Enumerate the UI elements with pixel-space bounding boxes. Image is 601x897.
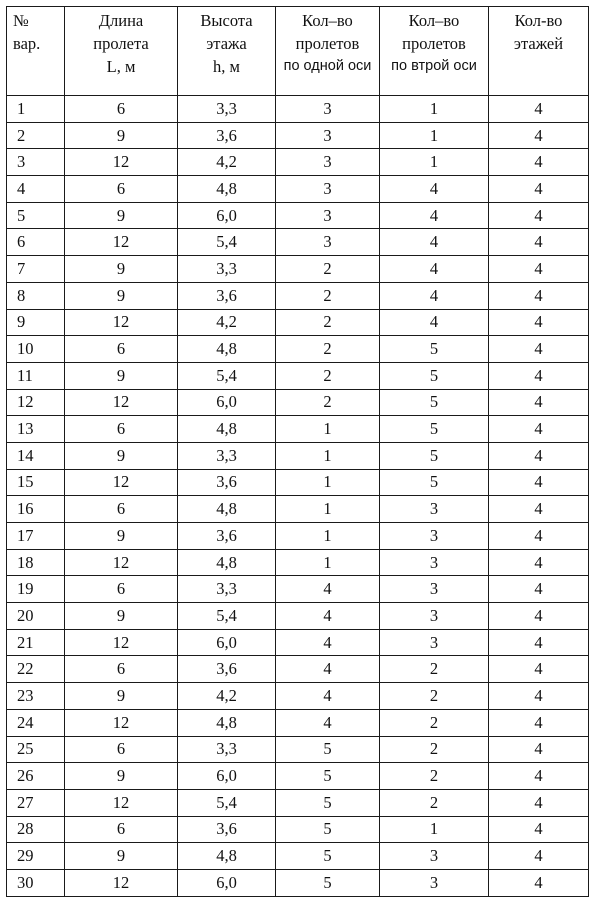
header-floor-count: Кол-во этажей bbox=[489, 7, 589, 96]
cell-floor-count: 4 bbox=[489, 523, 589, 550]
cell-floor-height: 3,6 bbox=[178, 122, 276, 149]
cell-floor-count: 4 bbox=[489, 416, 589, 443]
cell-spans-first-axis: 4 bbox=[276, 709, 380, 736]
cell-span-length: 12 bbox=[65, 469, 178, 496]
table-row bbox=[7, 656, 589, 683]
table-row bbox=[7, 683, 589, 710]
cell-variant-number: 28 bbox=[7, 816, 65, 843]
cell-spans-second-axis: 4 bbox=[380, 176, 489, 203]
cell-floor-count: 4 bbox=[489, 576, 589, 603]
cell-variant-number: 3 bbox=[7, 149, 65, 176]
cell-spans-first-axis: 3 bbox=[276, 176, 380, 203]
cell-floor-height: 3,6 bbox=[178, 282, 276, 309]
cell-spans-second-axis: 3 bbox=[380, 576, 489, 603]
cell-variant-number: 25 bbox=[7, 736, 65, 763]
cell-span-length: 9 bbox=[65, 603, 178, 630]
cell-span-length: 12 bbox=[65, 309, 178, 336]
cell-floor-count: 4 bbox=[489, 309, 589, 336]
cell-floor-count: 4 bbox=[489, 736, 589, 763]
cell-variant-number: 5 bbox=[7, 202, 65, 229]
cell-spans-second-axis: 4 bbox=[380, 256, 489, 283]
cell-spans-second-axis: 5 bbox=[380, 416, 489, 443]
cell-spans-first-axis: 4 bbox=[276, 576, 380, 603]
table-row bbox=[7, 149, 589, 176]
cell-variant-number: 10 bbox=[7, 336, 65, 363]
cell-span-length: 6 bbox=[65, 496, 178, 523]
cell-spans-first-axis: 5 bbox=[276, 816, 380, 843]
cell-spans-second-axis: 5 bbox=[380, 362, 489, 389]
cell-variant-number: 24 bbox=[7, 709, 65, 736]
cell-floor-height: 3,3 bbox=[178, 256, 276, 283]
cell-floor-count: 4 bbox=[489, 336, 589, 363]
cell-span-length: 6 bbox=[65, 816, 178, 843]
cell-floor-height: 6,0 bbox=[178, 629, 276, 656]
cell-variant-number: 23 bbox=[7, 683, 65, 710]
cell-floor-height: 4,8 bbox=[178, 416, 276, 443]
cell-span-length: 9 bbox=[65, 442, 178, 469]
cell-floor-count: 4 bbox=[489, 683, 589, 710]
cell-span-length: 12 bbox=[65, 549, 178, 576]
cell-spans-first-axis: 1 bbox=[276, 442, 380, 469]
cell-spans-second-axis: 2 bbox=[380, 789, 489, 816]
cell-floor-height: 3,3 bbox=[178, 736, 276, 763]
cell-span-length: 6 bbox=[65, 336, 178, 363]
cell-floor-height: 5,4 bbox=[178, 603, 276, 630]
cell-span-length: 9 bbox=[65, 202, 178, 229]
cell-spans-second-axis: 1 bbox=[380, 96, 489, 123]
cell-variant-number: 17 bbox=[7, 523, 65, 550]
cell-floor-count: 4 bbox=[489, 256, 589, 283]
cell-floor-height: 5,4 bbox=[178, 789, 276, 816]
cell-floor-count: 4 bbox=[489, 282, 589, 309]
cell-span-length: 9 bbox=[65, 122, 178, 149]
cell-span-length: 9 bbox=[65, 763, 178, 790]
cell-floor-count: 4 bbox=[489, 603, 589, 630]
table-row bbox=[7, 789, 589, 816]
cell-variant-number: 21 bbox=[7, 629, 65, 656]
table-row bbox=[7, 229, 589, 256]
cell-variant-number: 8 bbox=[7, 282, 65, 309]
cell-span-length: 9 bbox=[65, 683, 178, 710]
cell-span-length: 12 bbox=[65, 229, 178, 256]
cell-floor-count: 4 bbox=[489, 496, 589, 523]
cell-spans-second-axis: 3 bbox=[380, 496, 489, 523]
table-row bbox=[7, 469, 589, 496]
cell-floor-height: 3,3 bbox=[178, 96, 276, 123]
table-row bbox=[7, 816, 589, 843]
cell-variant-number: 15 bbox=[7, 469, 65, 496]
cell-variant-number: 4 bbox=[7, 176, 65, 203]
cell-spans-first-axis: 1 bbox=[276, 523, 380, 550]
cell-floor-height: 6,0 bbox=[178, 869, 276, 896]
cell-floor-height: 5,4 bbox=[178, 229, 276, 256]
variants-table bbox=[6, 6, 589, 897]
cell-spans-first-axis: 2 bbox=[276, 309, 380, 336]
cell-floor-height: 4,8 bbox=[178, 176, 276, 203]
header-spans-first-axis: Кол–во пролетов по одной оси bbox=[276, 7, 380, 96]
cell-variant-number: 11 bbox=[7, 362, 65, 389]
cell-variant-number: 12 bbox=[7, 389, 65, 416]
cell-spans-second-axis: 3 bbox=[380, 869, 489, 896]
table-row bbox=[7, 362, 589, 389]
cell-spans-first-axis: 2 bbox=[276, 336, 380, 363]
cell-spans-first-axis: 5 bbox=[276, 869, 380, 896]
cell-spans-second-axis: 1 bbox=[380, 122, 489, 149]
cell-spans-first-axis: 1 bbox=[276, 549, 380, 576]
cell-floor-count: 4 bbox=[489, 763, 589, 790]
cell-spans-first-axis: 3 bbox=[276, 149, 380, 176]
cell-span-length: 12 bbox=[65, 389, 178, 416]
cell-spans-first-axis: 2 bbox=[276, 389, 380, 416]
cell-spans-first-axis: 3 bbox=[276, 229, 380, 256]
cell-floor-count: 4 bbox=[489, 789, 589, 816]
cell-floor-height: 4,2 bbox=[178, 149, 276, 176]
cell-variant-number: 26 bbox=[7, 763, 65, 790]
cell-spans-second-axis: 2 bbox=[380, 683, 489, 710]
cell-spans-second-axis: 4 bbox=[380, 229, 489, 256]
table-row bbox=[7, 256, 589, 283]
cell-variant-number: 13 bbox=[7, 416, 65, 443]
cell-variant-number: 29 bbox=[7, 843, 65, 870]
cell-variant-number: 22 bbox=[7, 656, 65, 683]
cell-spans-second-axis: 2 bbox=[380, 709, 489, 736]
table-row bbox=[7, 202, 589, 229]
header-span-length: Длина пролета L, м bbox=[65, 7, 178, 96]
cell-spans-second-axis: 5 bbox=[380, 442, 489, 469]
cell-floor-height: 4,8 bbox=[178, 709, 276, 736]
cell-span-length: 12 bbox=[65, 709, 178, 736]
table-row bbox=[7, 736, 589, 763]
cell-spans-second-axis: 1 bbox=[380, 816, 489, 843]
cell-floor-height: 5,4 bbox=[178, 362, 276, 389]
cell-variant-number: 7 bbox=[7, 256, 65, 283]
cell-spans-second-axis: 4 bbox=[380, 282, 489, 309]
cell-variant-number: 6 bbox=[7, 229, 65, 256]
cell-span-length: 9 bbox=[65, 282, 178, 309]
cell-floor-count: 4 bbox=[489, 549, 589, 576]
cell-floor-count: 4 bbox=[489, 122, 589, 149]
cell-floor-count: 4 bbox=[489, 816, 589, 843]
cell-floor-height: 4,8 bbox=[178, 843, 276, 870]
cell-span-length: 6 bbox=[65, 736, 178, 763]
cell-spans-second-axis: 3 bbox=[380, 549, 489, 576]
cell-spans-first-axis: 3 bbox=[276, 96, 380, 123]
cell-span-length: 9 bbox=[65, 362, 178, 389]
cell-variant-number: 19 bbox=[7, 576, 65, 603]
table-row bbox=[7, 282, 589, 309]
cell-spans-second-axis: 3 bbox=[380, 629, 489, 656]
cell-spans-second-axis: 5 bbox=[380, 389, 489, 416]
cell-span-length: 6 bbox=[65, 96, 178, 123]
table-row bbox=[7, 336, 589, 363]
cell-spans-first-axis: 1 bbox=[276, 496, 380, 523]
cell-variant-number: 20 bbox=[7, 603, 65, 630]
cell-spans-first-axis: 5 bbox=[276, 843, 380, 870]
cell-variant-number: 14 bbox=[7, 442, 65, 469]
cell-floor-count: 4 bbox=[489, 362, 589, 389]
cell-variant-number: 9 bbox=[7, 309, 65, 336]
cell-floor-height: 6,0 bbox=[178, 389, 276, 416]
cell-spans-first-axis: 3 bbox=[276, 122, 380, 149]
cell-floor-height: 4,8 bbox=[178, 496, 276, 523]
cell-floor-height: 3,6 bbox=[178, 816, 276, 843]
cell-span-length: 6 bbox=[65, 176, 178, 203]
cell-floor-height: 4,2 bbox=[178, 309, 276, 336]
cell-floor-height: 3,6 bbox=[178, 523, 276, 550]
table-row bbox=[7, 549, 589, 576]
cell-spans-first-axis: 4 bbox=[276, 603, 380, 630]
cell-variant-number: 16 bbox=[7, 496, 65, 523]
cell-span-length: 6 bbox=[65, 656, 178, 683]
cell-floor-count: 4 bbox=[489, 176, 589, 203]
cell-spans-second-axis: 2 bbox=[380, 656, 489, 683]
table-row bbox=[7, 629, 589, 656]
cell-spans-first-axis: 2 bbox=[276, 362, 380, 389]
cell-spans-first-axis: 2 bbox=[276, 282, 380, 309]
cell-span-length: 9 bbox=[65, 843, 178, 870]
cell-spans-second-axis: 4 bbox=[380, 202, 489, 229]
table-row bbox=[7, 176, 589, 203]
cell-floor-count: 4 bbox=[489, 709, 589, 736]
cell-spans-first-axis: 1 bbox=[276, 469, 380, 496]
cell-span-length: 9 bbox=[65, 523, 178, 550]
cell-spans-second-axis: 3 bbox=[380, 523, 489, 550]
cell-floor-height: 6,0 bbox=[178, 202, 276, 229]
table-row bbox=[7, 869, 589, 896]
header-floor-height: Высота этажа h, м bbox=[178, 7, 276, 96]
cell-spans-second-axis: 3 bbox=[380, 843, 489, 870]
cell-spans-second-axis: 1 bbox=[380, 149, 489, 176]
cell-floor-count: 4 bbox=[489, 442, 589, 469]
cell-spans-first-axis: 2 bbox=[276, 256, 380, 283]
cell-span-length: 6 bbox=[65, 416, 178, 443]
cell-spans-second-axis: 5 bbox=[380, 336, 489, 363]
table-row bbox=[7, 309, 589, 336]
table-row bbox=[7, 709, 589, 736]
cell-floor-height: 6,0 bbox=[178, 763, 276, 790]
cell-span-length: 12 bbox=[65, 149, 178, 176]
cell-spans-second-axis: 2 bbox=[380, 736, 489, 763]
cell-variant-number: 1 bbox=[7, 96, 65, 123]
cell-span-length: 12 bbox=[65, 789, 178, 816]
cell-spans-first-axis: 4 bbox=[276, 629, 380, 656]
table-row bbox=[7, 496, 589, 523]
cell-floor-count: 4 bbox=[489, 229, 589, 256]
cell-floor-count: 4 bbox=[489, 149, 589, 176]
cell-floor-count: 4 bbox=[489, 389, 589, 416]
table-row bbox=[7, 389, 589, 416]
cell-variant-number: 30 bbox=[7, 869, 65, 896]
cell-floor-height: 3,6 bbox=[178, 656, 276, 683]
cell-spans-second-axis: 3 bbox=[380, 603, 489, 630]
cell-spans-second-axis: 2 bbox=[380, 763, 489, 790]
table-row bbox=[7, 122, 589, 149]
cell-floor-count: 4 bbox=[489, 96, 589, 123]
header-spans-second-axis: Кол–во пролетов по втрой оси bbox=[380, 7, 489, 96]
cell-floor-height: 4,8 bbox=[178, 336, 276, 363]
cell-span-length: 12 bbox=[65, 869, 178, 896]
cell-span-length: 12 bbox=[65, 629, 178, 656]
table-header bbox=[7, 7, 589, 96]
cell-spans-second-axis: 4 bbox=[380, 309, 489, 336]
table-row bbox=[7, 523, 589, 550]
cell-floor-count: 4 bbox=[489, 656, 589, 683]
cell-floor-height: 4,2 bbox=[178, 683, 276, 710]
table-row bbox=[7, 603, 589, 630]
cell-floor-count: 4 bbox=[489, 843, 589, 870]
table-row bbox=[7, 96, 589, 123]
cell-variant-number: 18 bbox=[7, 549, 65, 576]
cell-floor-count: 4 bbox=[489, 469, 589, 496]
cell-floor-height: 3,3 bbox=[178, 442, 276, 469]
cell-floor-count: 4 bbox=[489, 202, 589, 229]
header-variant-number: № вар. bbox=[7, 7, 65, 96]
cell-variant-number: 27 bbox=[7, 789, 65, 816]
cell-spans-second-axis: 5 bbox=[380, 469, 489, 496]
table-row bbox=[7, 843, 589, 870]
cell-span-length: 6 bbox=[65, 576, 178, 603]
cell-spans-first-axis: 4 bbox=[276, 656, 380, 683]
cell-floor-count: 4 bbox=[489, 869, 589, 896]
cell-floor-height: 3,3 bbox=[178, 576, 276, 603]
table-row bbox=[7, 416, 589, 443]
cell-floor-count: 4 bbox=[489, 629, 589, 656]
header-row bbox=[7, 7, 589, 96]
cell-spans-first-axis: 5 bbox=[276, 789, 380, 816]
cell-spans-first-axis: 3 bbox=[276, 202, 380, 229]
cell-spans-first-axis: 1 bbox=[276, 416, 380, 443]
cell-spans-first-axis: 5 bbox=[276, 763, 380, 790]
cell-variant-number: 2 bbox=[7, 122, 65, 149]
table-row bbox=[7, 576, 589, 603]
table-body bbox=[7, 96, 589, 897]
cell-spans-first-axis: 5 bbox=[276, 736, 380, 763]
cell-span-length: 9 bbox=[65, 256, 178, 283]
table-row bbox=[7, 442, 589, 469]
cell-floor-height: 3,6 bbox=[178, 469, 276, 496]
cell-spans-first-axis: 4 bbox=[276, 683, 380, 710]
table-row bbox=[7, 763, 589, 790]
cell-floor-height: 4,8 bbox=[178, 549, 276, 576]
